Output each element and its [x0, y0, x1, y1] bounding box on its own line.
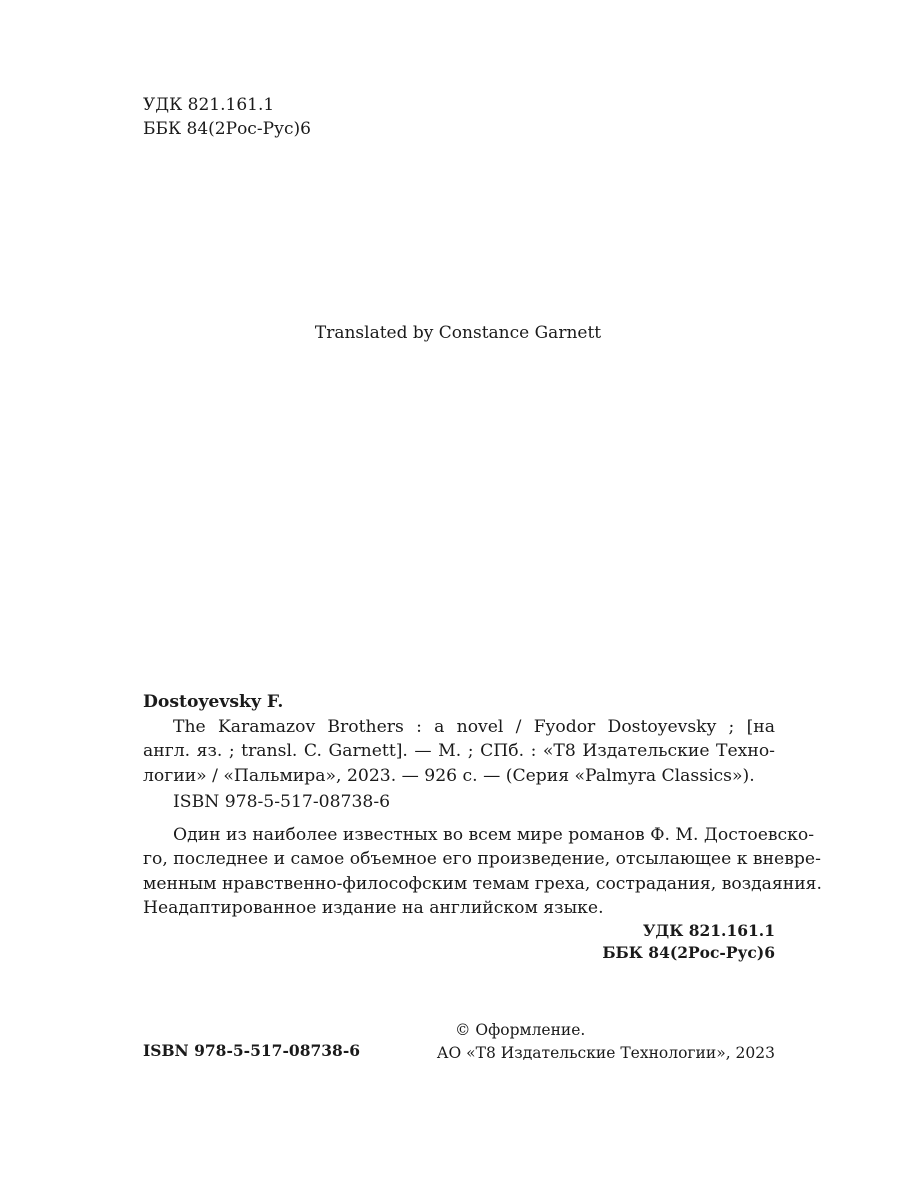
annotation: [143, 823, 822, 921]
description-line: англ. яз. ; transl. C. Garnett]. — М. ; СПб. : «Т8 Издательские Техно-: [143, 741, 775, 761]
bottom-classification: [600, 920, 775, 964]
footer-isbn: ISBN 978-5-517-08738-6: [143, 1041, 361, 1060]
udk-code-bold: УДК 821.161.1: [642, 921, 775, 940]
bibliographic-record: [143, 690, 822, 921]
copyright-line: АО «Т8 Издательские Технологии», 2023: [436, 1044, 775, 1062]
annotation-line: го, последнее и самое объемное его произведение, отсылающее к вневре-: [143, 849, 821, 869]
copyright-line: © Оформление.: [455, 1021, 586, 1039]
bbk-code: ББК 84(2Рос-Рус)6: [143, 119, 311, 139]
translator-note: Translated by Constance Garnett: [314, 323, 602, 343]
top-classification: [143, 93, 311, 141]
description-line: The Karamazov Brothers : a novel / Fyodor Dostoyevsky ; [на: [173, 716, 775, 737]
annotation-line: Один из наиболее известных во всем мире романов Ф. М. Достоевско-: [173, 824, 815, 845]
description-line: логии» / «Пальмира», 2023. — 926 с. — (Серия «Palmyra Classics»).: [143, 765, 755, 786]
author-heading: Dostoyevsky F.: [143, 692, 284, 712]
annotation-line: Неадаптированное издание на английском языке.: [143, 898, 604, 918]
annotation-line: менным нравственно-философским темам греха, сострадания, воздаяния.: [143, 873, 822, 894]
udk-code: УДК 821.161.1: [143, 95, 275, 115]
copyright-notice: [430, 1019, 775, 1065]
record-isbn: ISBN 978-5-517-08738-6: [173, 792, 391, 812]
bbk-code-bold: ББК 84(2Рос-Рус)6: [602, 943, 775, 962]
